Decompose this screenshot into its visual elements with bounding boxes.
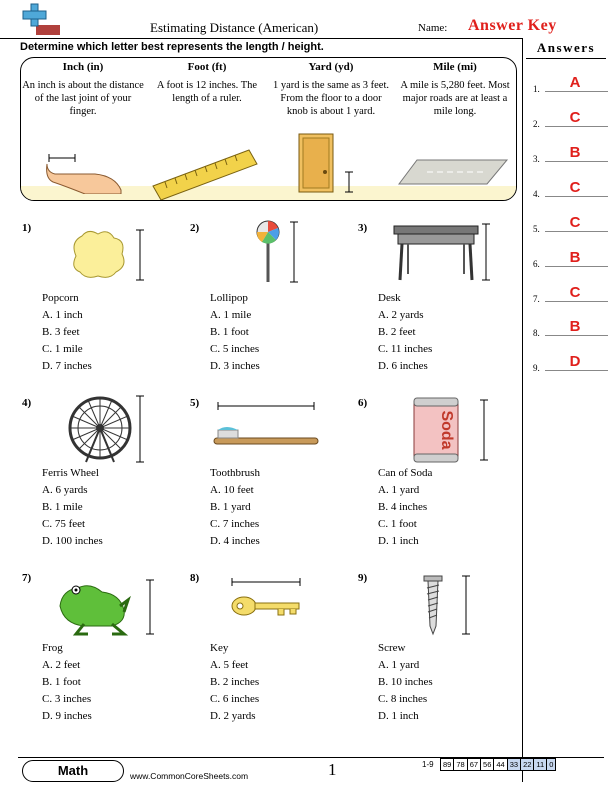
score-cell: 33 xyxy=(507,758,521,771)
answer-value: C xyxy=(569,109,581,126)
answer-value: C xyxy=(569,284,581,301)
question-item-name: Lollipop xyxy=(210,292,248,304)
answer-number: 8. xyxy=(533,328,540,338)
question-number: 1) xyxy=(22,222,32,234)
reference-foot xyxy=(145,61,269,105)
answer-line xyxy=(545,161,608,162)
answer-number: 5. xyxy=(533,224,540,234)
option: D. 9 inches xyxy=(42,710,92,722)
answers-heading-rule xyxy=(526,58,606,59)
option: D. 6 inches xyxy=(378,360,428,372)
option: B. 1 yard xyxy=(210,501,251,513)
answer-line xyxy=(545,266,608,267)
option: C. 1 foot xyxy=(378,518,417,530)
score-cell: 67 xyxy=(467,758,481,771)
answer-number: 7. xyxy=(533,294,540,304)
answer-number: 6. xyxy=(533,259,540,269)
option: A. 1 mile xyxy=(210,309,252,321)
frog-icon xyxy=(54,576,158,638)
score-cell: 11 xyxy=(533,758,547,771)
page-number: 1 xyxy=(328,760,337,779)
option: D. 4 inches xyxy=(210,535,260,547)
header-divider xyxy=(0,38,522,39)
answer-row xyxy=(533,74,608,94)
answer-line xyxy=(545,126,608,127)
option: D. 2 yards xyxy=(210,710,256,722)
answer-row xyxy=(533,144,608,164)
option: A. 10 feet xyxy=(210,484,254,496)
option: A. 1 yard xyxy=(378,659,420,671)
answer-line xyxy=(545,370,608,371)
question-number: 9) xyxy=(358,572,368,584)
question-number: 5) xyxy=(190,397,200,409)
answer-number: 4. xyxy=(533,189,540,199)
lollipop-icon xyxy=(246,220,306,286)
option: C. 8 inches xyxy=(378,693,428,705)
worksheet-title: Estimating Distance (American) xyxy=(150,20,319,35)
reference-text: A foot is 12 inches. The length of a ruler. xyxy=(156,80,258,104)
option: B. 1 foot xyxy=(42,676,81,688)
option: B. 1 foot xyxy=(210,326,249,338)
question-item-name: Toothbrush xyxy=(210,467,260,479)
reference-text: An inch is about the distance of the last joint of your finger. xyxy=(22,80,144,117)
answer-row xyxy=(533,179,608,199)
reference-mile xyxy=(393,61,517,118)
door-icon xyxy=(297,132,359,194)
answer-line xyxy=(545,335,608,336)
option: A. 6 yards xyxy=(42,484,88,496)
answer-row xyxy=(533,109,608,129)
option: C. 7 inches xyxy=(210,518,260,530)
question-item-name: Screw xyxy=(378,642,406,654)
question-number: 8) xyxy=(190,572,200,584)
reference-text: A mile is 5,280 feet. Most major roads are at least a mile long. xyxy=(400,80,510,117)
question-item-name: Can of Soda xyxy=(378,467,433,479)
question-item-name: Frog xyxy=(42,642,63,654)
score-cell: 0 xyxy=(546,758,556,771)
score-table xyxy=(441,758,556,771)
score-cell: 89 xyxy=(440,758,454,771)
option: B. 3 feet xyxy=(42,326,80,338)
option: C. 5 inches xyxy=(210,343,260,355)
answer-row xyxy=(533,284,608,304)
option: D. 3 inches xyxy=(210,360,260,372)
reference-text: 1 yard is the same as 3 feet. From the floor to a door knob is about 1 yard. xyxy=(272,80,390,117)
ferris-wheel-icon xyxy=(66,394,156,466)
option: C. 75 feet xyxy=(42,518,86,530)
option: A. 5 feet xyxy=(210,659,249,671)
option: A. 1 yard xyxy=(378,484,420,496)
score-cell: 78 xyxy=(453,758,467,771)
reference-inch xyxy=(21,61,145,118)
question-number: 3) xyxy=(358,222,368,234)
instructions: Determine which letter best represents the length / height. xyxy=(20,41,324,53)
answer-value: C xyxy=(569,179,581,196)
answer-number: 1. xyxy=(533,84,540,94)
question-item-name: Ferris Wheel xyxy=(42,467,99,479)
logo-plus-icon xyxy=(22,3,62,42)
soda-can-icon xyxy=(412,394,492,466)
question-item-name: Popcorn xyxy=(42,292,79,304)
option: B. 2 feet xyxy=(378,326,416,338)
toothbrush-icon xyxy=(212,400,322,450)
option: B. 10 inches xyxy=(378,676,433,688)
popcorn-icon xyxy=(66,226,156,282)
option: B. 4 inches xyxy=(378,501,428,513)
reference-yard xyxy=(269,61,393,118)
option: D. 7 inches xyxy=(42,360,92,372)
answer-row xyxy=(533,214,608,234)
answer-number: 2. xyxy=(533,119,540,129)
question-number: 2) xyxy=(190,222,200,234)
name-answer-key: Answer Key xyxy=(468,17,557,34)
score-cell: 56 xyxy=(480,758,494,771)
answer-value: B xyxy=(569,144,581,161)
question-number: 4) xyxy=(22,397,32,409)
road-icon xyxy=(397,158,509,186)
score-cell: 44 xyxy=(493,758,507,771)
score-cell: 22 xyxy=(520,758,534,771)
answer-value: C xyxy=(569,214,581,231)
question-item-name: Desk xyxy=(378,292,401,304)
answers-heading: Answers xyxy=(536,40,596,55)
answer-number: 9. xyxy=(533,363,540,373)
option: B. 2 inches xyxy=(210,676,260,688)
ruler-icon xyxy=(151,148,261,200)
key-icon xyxy=(228,576,308,626)
question-number: 7) xyxy=(22,572,32,584)
answer-line xyxy=(545,91,608,92)
score-range-label: 1-9 xyxy=(422,760,434,769)
answer-line xyxy=(545,196,608,197)
answer-row xyxy=(533,353,608,373)
subject-badge: Math xyxy=(22,760,124,782)
option: A. 2 feet xyxy=(42,659,81,671)
website-link[interactable]: www.CommonCoreSheets.com xyxy=(130,771,249,781)
answer-value: D xyxy=(569,353,581,370)
reference-heading: Foot (ft) xyxy=(187,61,227,73)
answer-value: B xyxy=(569,318,581,335)
option: D. 100 inches xyxy=(42,535,103,547)
option: B. 1 mile xyxy=(42,501,83,513)
option: C. 11 inches xyxy=(378,343,433,355)
option: A. 1 inch xyxy=(42,309,83,321)
question-item-name: Key xyxy=(210,642,229,654)
option: D. 1 inch xyxy=(378,710,419,722)
screw-icon xyxy=(420,574,490,638)
answer-row xyxy=(533,249,608,269)
answer-row xyxy=(533,318,608,338)
option: A. 2 yards xyxy=(378,309,424,321)
question-number: 6) xyxy=(358,397,368,409)
soda-label: Soda xyxy=(438,410,455,450)
option: C. 6 inches xyxy=(210,693,260,705)
finger-icon xyxy=(45,150,125,194)
answer-value: B xyxy=(569,249,581,266)
answer-value: A xyxy=(569,74,581,91)
reference-heading: Inch (in) xyxy=(62,61,104,73)
reference-box xyxy=(20,57,517,201)
name-label: Name: xyxy=(418,22,448,34)
option: C. 3 inches xyxy=(42,693,92,705)
answers-divider xyxy=(522,38,523,782)
reference-heading: Mile (mi) xyxy=(433,61,477,73)
reference-heading: Yard (yd) xyxy=(308,61,354,73)
desk-icon xyxy=(390,220,490,282)
answer-line xyxy=(545,301,608,302)
option: D. 1 inch xyxy=(378,535,419,547)
answer-line xyxy=(545,231,608,232)
answer-number: 3. xyxy=(533,154,540,164)
option: C. 1 mile xyxy=(42,343,83,355)
